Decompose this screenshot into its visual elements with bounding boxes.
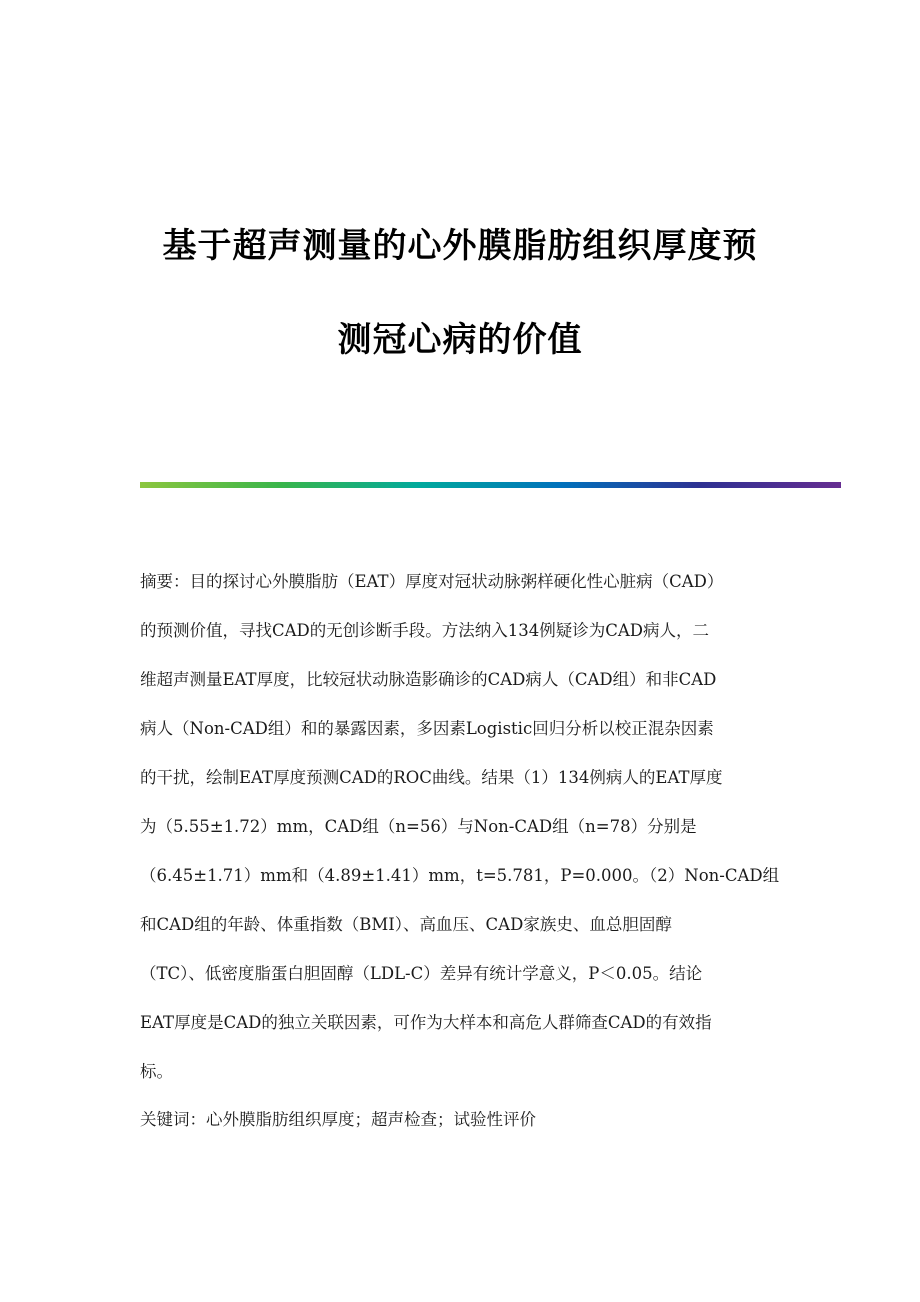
abstract-line: 摘要：目的探讨心外膜脂肪（EAT）厚度对冠状动脉粥样硬化性心脏病（CAD） <box>140 572 724 591</box>
abstract-line: 的预测价值，寻找CAD的无创诊断手段。方法纳入134例疑诊为CAD病人，二 <box>140 621 710 640</box>
gradient-divider <box>140 482 841 488</box>
abstract-line: 维超声测量EAT厚度，比较冠状动脉造影确诊的CAD病人（CAD组）和非CAD <box>140 670 717 689</box>
abstract-line: 的干扰，绘制EAT厚度预测CAD的ROC曲线。结果（1）134例病人的EAT厚度 <box>140 768 723 787</box>
title-line-1: 基于超声测量的心外膜脂肪组织厚度预 <box>162 226 758 266</box>
abstract-line: 为（5.55±1.72）mm，CAD组（n=56）与Non-CAD组（n=78）分别是 <box>140 817 697 836</box>
abstract-line: 和CAD组的年龄、体重指数（BMI）、高血压、CAD家族史、血总胆固醇 <box>140 915 672 934</box>
abstract-line: （6.45±1.71）mm和（4.89±1.41）mm，t=5.781，P=0.000。（2）Non-CAD组 <box>140 866 780 885</box>
abstract-line: 病人（Non-CAD组）和的暴露因素，多因素Logistic回归分析以校正混杂因素 <box>140 719 714 738</box>
abstract-line: EAT厚度是CAD的独立关联因素，可作为大样本和高危人群筛查CAD的有效指 <box>140 1013 712 1032</box>
keywords-line: 关键词：心外膜脂肪组织厚度；超声检查；试验性评价 <box>140 1110 536 1129</box>
abstract-line: （TC）、低密度脂蛋白胆固醇（LDL-C）差异有统计学意义，P＜0.05。结论 <box>140 964 703 983</box>
title-line-2: 测冠心病的价值 <box>337 320 583 360</box>
abstract-line: 标。 <box>140 1062 173 1081</box>
